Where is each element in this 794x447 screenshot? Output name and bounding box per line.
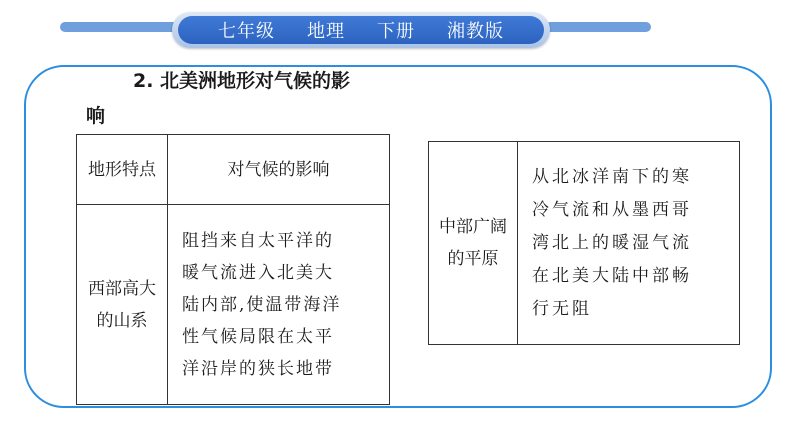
plains-climate-table — [428, 141, 740, 345]
header-effect-label: 对气候的影响 — [227, 159, 330, 180]
feature-line: 的平原 — [447, 249, 499, 269]
feature-line: 西部高大 — [88, 278, 156, 299]
question-title: 2. 北美洲地形对气候的影 — [133, 70, 351, 92]
feature-cell — [429, 142, 518, 345]
header-grade: 七年级 — [218, 21, 275, 42]
effect-cell — [168, 205, 390, 405]
header-feature-label: 地形特点 — [88, 159, 156, 180]
effect-line: 在北美大陆中部畅 — [532, 265, 692, 286]
table-row — [77, 205, 390, 405]
effect-line: 陆内部,使温带海洋 — [182, 294, 342, 315]
effect-line: 阻挡来自太平洋的 — [182, 230, 334, 251]
header-pill-inner — [178, 16, 544, 44]
header-subject: 地理 — [307, 21, 345, 42]
effect-line: 湾北上的暖湿气流 — [532, 232, 692, 253]
feature-cell — [77, 205, 168, 405]
header-bar-right — [545, 22, 651, 32]
effect-cell — [518, 142, 740, 345]
header-volume: 下册 — [377, 21, 415, 42]
effect-line: 性气候局限在太平 — [182, 326, 334, 347]
effect-line: 洋沿岸的狭长地带 — [182, 358, 334, 379]
effect-line: 暖气流进入北美大 — [182, 262, 334, 283]
question-title-continued: 响 — [86, 105, 106, 127]
header-cell-feature — [77, 135, 168, 205]
effect-line: 从北冰洋南下的寒 — [532, 166, 692, 187]
header-pill — [172, 12, 550, 48]
feature-line: 的山系 — [96, 310, 148, 331]
header-edition: 湘教版 — [447, 21, 504, 42]
effect-line: 冷气流和从墨西哥 — [532, 199, 692, 220]
header-cell-effect — [168, 135, 390, 205]
feature-line: 中部广阔 — [439, 217, 507, 237]
table-row — [429, 142, 740, 345]
header-bar-left — [60, 22, 190, 32]
effect-line: 行无阻 — [532, 298, 592, 319]
terrain-climate-table — [76, 134, 390, 405]
table-header-row — [77, 135, 390, 205]
